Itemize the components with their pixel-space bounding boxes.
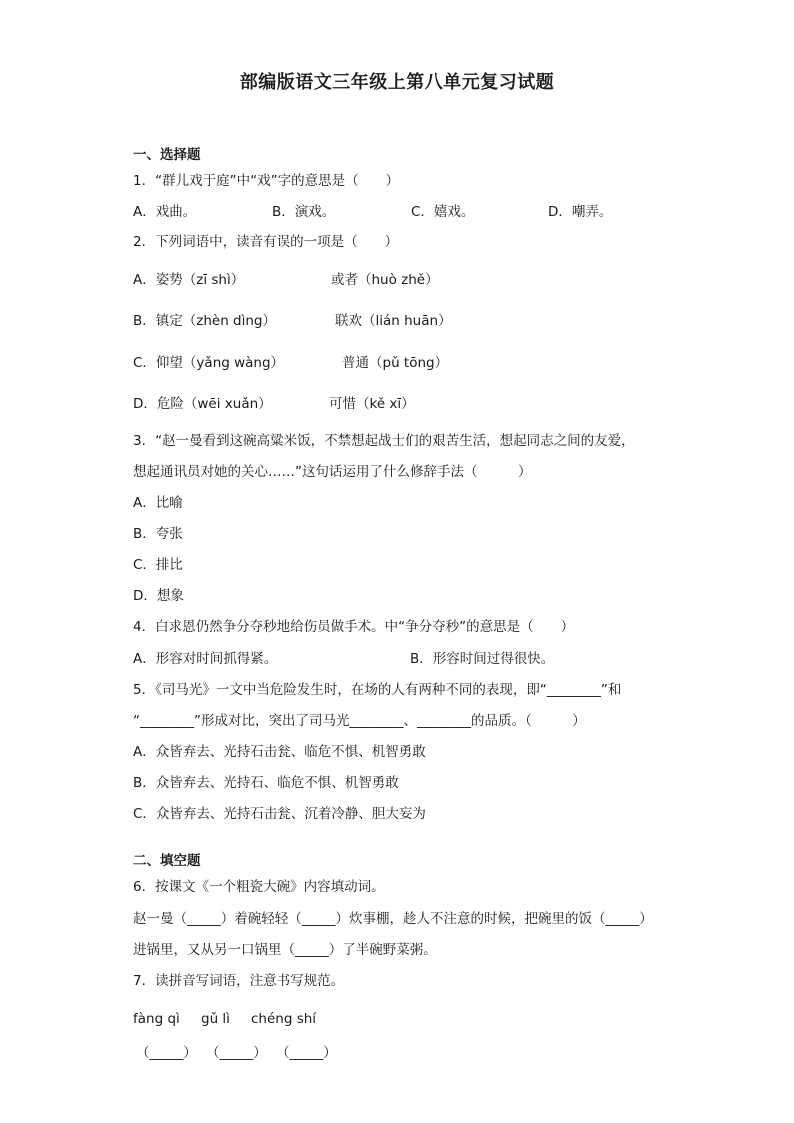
- question-2-option-c-left: C．仰望（yǎng wàng）: [133, 355, 285, 371]
- question-2-option-c-right: 普通（pǔ tōng）: [342, 355, 449, 371]
- question-5-stem-line-1: 5．《司马光》一文中当危险发生时，在场的人有两种不同的表现，即“________”和: [133, 682, 622, 698]
- question-4-stem: 4．白求恩仍然争分夺秒地给伤员做手术。中“争分夺秒”的意思是（ ）: [133, 619, 575, 635]
- question-3-stem-line-1: 3．“赵一曼看到这碗高粱米饭，不禁想起战士们的艰苦生活，想起同志之间的友爱，: [133, 433, 635, 449]
- section-heading-fill: 二、填空题: [133, 853, 201, 869]
- question-2-option-a-right: 或者（huò zhě）: [331, 272, 439, 288]
- question-3-option-c: C．排比: [133, 557, 183, 573]
- question-6-stem: 6．按课文《一个粗瓷大碗》内容填动词。: [133, 879, 385, 895]
- question-2-option-b-right: 联欢（lián huān）: [335, 313, 452, 329]
- question-3-stem-line-2: 想起通讯员对她的关心……”这句话运用了什么修辞手法（ ）: [133, 464, 532, 480]
- question-3-option-d: D．想象: [133, 588, 184, 604]
- question-7-pinyin-1: fàng qì: [133, 1011, 180, 1027]
- question-6-line-1: 赵一曼（_____）着碗轻轻（_____）炊事棚，趁人不注意的时候，把碗里的饭（_____）: [133, 911, 653, 927]
- question-3-option-a: A．比喻: [133, 495, 183, 511]
- question-4-option-b: B．形容时间过得很快。: [410, 651, 555, 667]
- question-2-stem: 2．下列词语中，读音有误的一项是（ ）: [133, 234, 399, 250]
- page-title: 部编版语文三年级上第八单元复习试题: [239, 72, 555, 93]
- question-2-option-b-left: B．镇定（zhèn dìng）: [133, 313, 277, 329]
- question-2-option-d-right: 可惜（kě xī）: [329, 396, 415, 412]
- question-5-option-a: A．众皆弃去、光持石击瓮、临危不惧、机智勇敢: [133, 744, 426, 760]
- question-3-option-b: B．夸张: [133, 526, 183, 542]
- question-4-option-a: A．形容对时间抓得紧。: [133, 651, 278, 667]
- question-7-stem: 7．读拼音写词语，注意书写规范。: [133, 973, 345, 989]
- section-heading-choice: 一、选择题: [133, 147, 201, 163]
- question-1-stem: 1．“群儿戏于庭”中“戏”字的意思是（ ）: [133, 173, 400, 189]
- question-1-option-b: B．演戏。: [272, 204, 336, 220]
- question-2-option-a-left: A．姿势（zī shì）: [133, 272, 245, 288]
- question-5-stem-line-2: “________”形成对比，突出了司马光________、________的品质。（ ）: [133, 713, 586, 729]
- question-7-blank-2: （_____）: [206, 1045, 267, 1061]
- question-7-pinyin-3: chéng shí: [251, 1011, 317, 1027]
- question-6-line-2: 进锅里，又从另一口锅里（_____）了半碗野菜粥。: [133, 942, 437, 958]
- question-7-blank-1: （_____）: [136, 1045, 197, 1061]
- question-2-option-d-left: D．危险（wēi xuǎn）: [133, 396, 272, 412]
- question-7-pinyin-2: gǔ lì: [201, 1011, 230, 1027]
- question-5-option-c: C．众皆弃去、光持石击瓮、沉着冷静、胆大妄为: [133, 806, 426, 822]
- question-5-option-b: B．众皆弃去、光持石、临危不惧、机智勇敢: [133, 775, 399, 791]
- question-1-option-a: A．戏曲。: [133, 204, 197, 220]
- question-1-option-d: D．嘲弄。: [548, 204, 613, 220]
- question-1-option-c: C．嬉戏。: [411, 204, 475, 220]
- question-7-blank-3: （_____）: [276, 1045, 337, 1061]
